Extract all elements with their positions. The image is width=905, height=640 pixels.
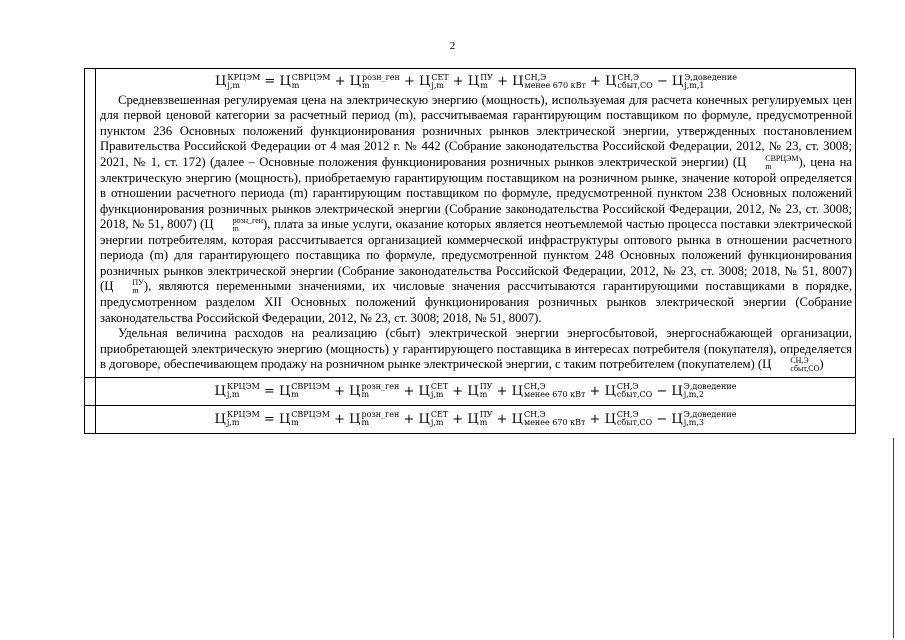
- main-cell: [96, 69, 856, 378]
- symbol-svrcem: Ц СВРЦЭМ m: [737, 153, 799, 171]
- table-row: [85, 378, 856, 406]
- formula-2: Ц КРЦЭМ j,m = Ц СВРЦЭМ m + Ц розн_ген m + Ц СЕТ j,m + Ц ПУ m + Ц СН,Э менее 670 кВт + Ц СН,Э сбыт,СО − Ц Э,доведение j,m,2: [214, 382, 737, 399]
- formula-3: Ц КРЦЭМ j,m = Ц СВРЦЭМ m + Ц розн_ген m + Ц СЕТ j,m + Ц ПУ m + Ц СН,Э менее 670 кВт + Ц СН,Э сбыт,СО − Ц Э,доведение j,m,3: [214, 410, 737, 427]
- symbol-rozn-gen: Ц розн_ген m: [204, 216, 264, 233]
- table-row: [85, 69, 856, 378]
- symbol-pu: Ц ПУ m: [104, 278, 144, 296]
- regulation-table: [84, 68, 856, 434]
- table-row: [85, 406, 856, 434]
- formula-2-cell: [96, 378, 856, 406]
- formula-1: Ц КРЦЭМ j,m = Ц СВРЦЭМ m + Ц розн_ген m + Ц СЕТ j,m + Ц ПУ m + Ц СН,Э менее 670 кВт + Ц СН,Э сбыт,СО − Ц Э,доведение j,m,1: [215, 72, 737, 90]
- scan-edge-line: [893, 438, 894, 638]
- paragraph-1: Средневзвешенная регулируемая цена на электрическую энергию (мощность), используемая для расчета конечных регулируемых цен для первой ценовой категории за расчетный период (m), рассчитываемая гарантирующим поставщиком по формуле, предусмотренной пунктом 236 Основных положений функционирования розничных рынков электрической энергии, утвержденных постановлением Правительства Российской Федерации от 4 мая 2012 г. № 442 (Собрание законодательства Российской Федерации, 2012, № 23, ст. 3008; 2021, № 1, ст. 172) (далее – Основные положения функционирования розничных рынков электрической энергии) (Ц СВРЦЭМ m ), цена на электрическую энергию (мощность), приобретаемую гарантирующим поставщиком на розничном рынке, значение которой определяется в отношении расчетного периода (m) гарантирующим поставщиком по формуле, предусмотренной пунктом 238 Основных положений функционирования розничных рынков электрической энергии (Собрание законодательства Российской Федерации, 2012, № 23, ст. 3008; 2018, № 51, 8007) (Ц розн_ген m ), плата за иные услуги, оказание которых является неотъемлемой частью процесса поставки электрической энергии потребителям, которая рассчитывается организацией коммерческой инфраструктуры оптового рынка в отношении расчетного периода (m) для гарантирующего поставщика по формуле, предусмотренной пунктом 248 Основных положений функционирования розничных рынков электрической энергии (Собрание законодательства Российской Федерации, 2012, № 23, ст. 3008; 2018, № 51, 8007) (Ц ПУ m ), являются переменными значениями, их числовые значения рассчитываются гарантирующими поставщиками в порядке, предусмотренном разделом XII Основных положений функционирования розничных рынков электрической энергии (Собрание законодательства Российской Федерации, 2012, № 23, ст. 3008; 2018, № 51, 8007).: [100, 93, 852, 325]
- formula-3-cell: [96, 406, 856, 434]
- left-stub-cell: [85, 378, 96, 406]
- left-stub-cell: [85, 69, 96, 378]
- symbol-sbyt-so: Ц СН,Э сбыт,СО: [762, 356, 820, 373]
- left-stub-cell: [85, 406, 96, 434]
- paragraph-2: Удельная величина расходов на реализацию (сбыт) электрической энергии энергосбытовой, энергоснабжающей организации, приобретающей электрическую энергию (мощность) у гарантирующего поставщика в интересах потребителя (покупателя), определяется в договоре, обеспечивающем продажу на розничном рынке электрической энергии, с таким потребителем (покупателем) (Ц СН,Э сбыт,СО ): [100, 326, 852, 373]
- page-number: 2: [449, 40, 456, 52]
